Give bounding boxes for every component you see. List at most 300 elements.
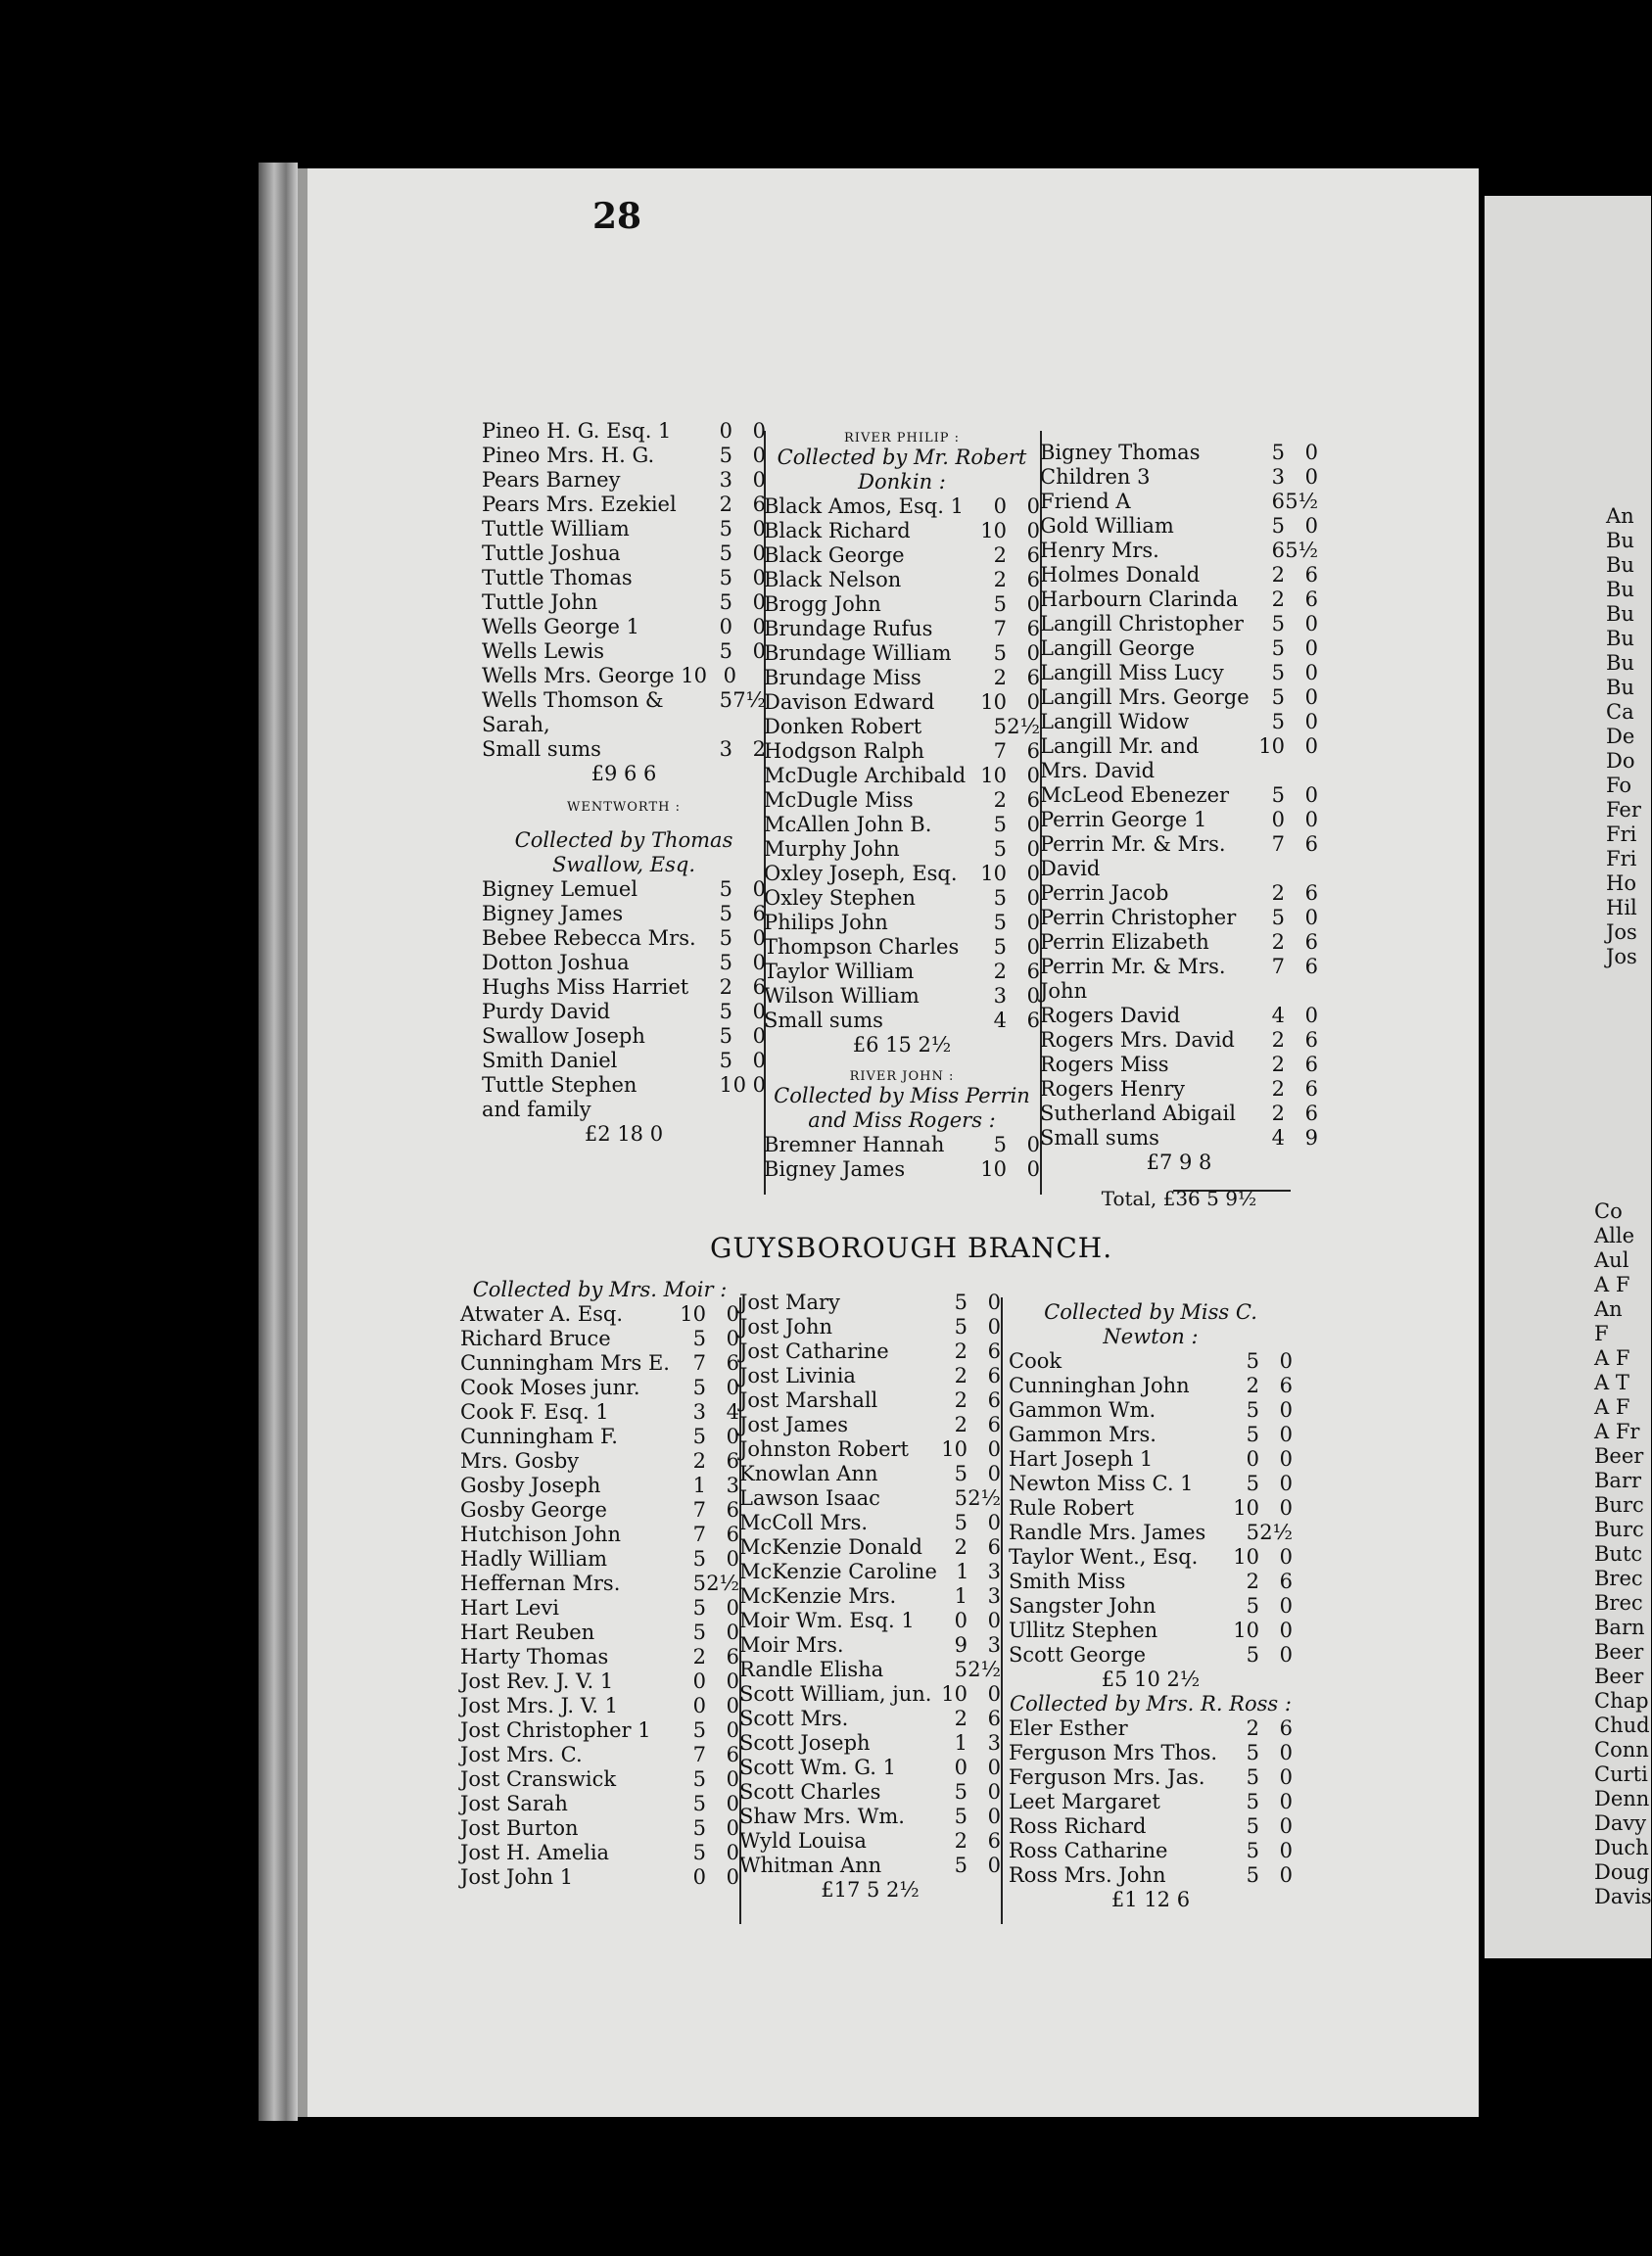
shillings-value: 5 — [1246, 1349, 1259, 1373]
pence-value: 0 — [1279, 1594, 1293, 1618]
pence-value: 0 — [987, 1780, 1001, 1804]
shillings-value: 0 — [993, 494, 1007, 518]
shillings-value: 1 — [954, 1584, 968, 1608]
pence-value — [1285, 759, 1318, 783]
pence-value: 6 — [1026, 568, 1040, 591]
pence-value: 0 — [752, 926, 766, 950]
subscriber-name: Sangster John — [1009, 1594, 1156, 1618]
shillings-value: 5 — [719, 877, 732, 901]
subscriber-name: Friend A — [1040, 490, 1131, 513]
pence-value: 0 — [987, 1291, 1001, 1314]
subscriber-name: Holmes Donald — [1040, 563, 1201, 587]
shillings-value: 10 — [980, 764, 1007, 787]
list-item — [764, 764, 1040, 788]
pence-value: 0 — [1279, 1790, 1293, 1813]
subscriber-name: McAllen John B. — [764, 813, 932, 836]
pence-value: 6 — [726, 1449, 739, 1473]
list-item — [482, 1073, 766, 1098]
shillings-value: 0 — [723, 664, 736, 687]
pence-value: 0 — [987, 1609, 1001, 1632]
list-item: Duch — [1594, 1836, 1649, 1859]
pence-value: 0 — [1026, 862, 1040, 885]
list-item: Davy — [1594, 1811, 1647, 1835]
list-item — [1009, 1814, 1293, 1839]
list-item — [482, 639, 766, 664]
list-item — [739, 1486, 1001, 1511]
subscriber-name: Jost John 1 — [460, 1865, 574, 1889]
subscriber-name: Rogers Mrs. David — [1040, 1028, 1235, 1052]
shillings-value: 0 — [1246, 1447, 1259, 1471]
subscriber-name: Lawson Isaac — [739, 1486, 880, 1510]
subscriber-name: Jost H. Amelia — [460, 1841, 610, 1864]
pence-value: 6 — [1279, 1716, 1293, 1740]
shillings-value: 1 — [692, 1474, 706, 1497]
subscriber-name: Bigney James — [764, 1157, 906, 1181]
subscriber-name: Hadly William — [460, 1547, 608, 1571]
shillings-value: 10 — [1233, 1545, 1259, 1569]
shillings-value: 5 — [1246, 1839, 1259, 1862]
list-item — [460, 1621, 739, 1645]
right-page-fragments — [1606, 504, 1645, 969]
pence-value: 2½ — [968, 1658, 1001, 1681]
list-item: Barr — [1594, 1469, 1642, 1492]
list-item: Jos — [1606, 945, 1637, 968]
shillings-value: 5 — [719, 541, 732, 565]
subscriber-name: Small sums — [764, 1009, 883, 1032]
list-item — [460, 1425, 739, 1449]
pence-value: 0 — [1279, 1643, 1293, 1667]
pence-value: 3 — [726, 1474, 739, 1497]
subscriber-name: Pineo H. G. Esq. 1 — [482, 419, 672, 443]
shillings-value: 0 — [692, 1669, 706, 1693]
pence-value: 0 — [726, 1302, 739, 1326]
list-item: Aul — [1594, 1248, 1629, 1272]
shillings-value: 10 — [980, 862, 1007, 885]
subscriber-name: Gold William — [1040, 514, 1174, 538]
subscriber-name: Brundage William — [764, 641, 952, 665]
list-item — [739, 1633, 1001, 1658]
pence-value: 6 — [987, 1535, 1001, 1559]
pence-value: 0 — [726, 1547, 739, 1571]
subscriber-name: Bigney Thomas — [1040, 441, 1201, 464]
subscriber-name: Taylor Went., Esq. — [1009, 1545, 1199, 1569]
pence-value: 6 — [1026, 739, 1040, 763]
list-item — [482, 1024, 766, 1049]
list-item — [460, 1302, 739, 1327]
list-item — [739, 1805, 1001, 1829]
pence-value: 2½ — [968, 1486, 1001, 1510]
subscriber-name: Ullitz Stephen — [1009, 1619, 1158, 1642]
subscriber-name: Black Amos, Esq. 1 — [764, 494, 964, 518]
shillings-value: 5 — [993, 1133, 1007, 1156]
pence-value: 0 — [1279, 1619, 1293, 1642]
list-item: Bu — [1606, 529, 1634, 552]
shillings-value: 5 — [692, 1816, 706, 1840]
pence-value: 6 — [1026, 543, 1040, 567]
list-item: Do — [1606, 749, 1635, 773]
subtotal: £17 5 2½ — [821, 1878, 920, 1902]
list-item — [460, 1523, 739, 1547]
shillings-value: 5 — [692, 1425, 706, 1448]
shillings-value: 5 — [1246, 1472, 1259, 1495]
pence-value: 7½ — [732, 688, 766, 712]
list-item — [1009, 1398, 1293, 1423]
list-item — [1040, 734, 1318, 759]
subscriber-name: Harbourn Clarinda — [1040, 588, 1239, 611]
pence-value: 6 — [726, 1498, 739, 1522]
shillings-value: 5 — [1271, 441, 1285, 464]
pence-value: 6 — [752, 975, 766, 999]
pence-value: 6 — [726, 1523, 739, 1546]
shillings-value: 5 — [692, 1376, 706, 1399]
pence-value: 6 — [987, 1388, 1001, 1412]
shillings-value: 5 — [1271, 636, 1285, 660]
list-item — [460, 1474, 739, 1498]
shillings-value — [1251, 857, 1285, 881]
collector-line: Collected by Mrs. R. Ross : — [1010, 1692, 1292, 1716]
list-item — [764, 641, 1040, 666]
list-item — [1040, 563, 1318, 588]
subscriber-name: Perrin Mr. & Mrs. — [1040, 832, 1226, 856]
list-item: Fri — [1606, 847, 1637, 870]
list-item — [764, 519, 1040, 543]
pence-value: 6 — [987, 1707, 1001, 1730]
subscriber-name: Black Richard — [764, 519, 911, 542]
list-item: Co — [1594, 1199, 1623, 1223]
pence-value: 0 — [752, 1000, 766, 1023]
subscriber-name: Heffernan Mrs. — [460, 1572, 621, 1595]
list-item: Hil — [1606, 896, 1637, 919]
subscriber-name: Davison Edward — [764, 690, 935, 714]
list-item — [1040, 808, 1318, 832]
shillings-value: 5 — [692, 1792, 706, 1815]
shillings-value: 5 — [1271, 612, 1285, 635]
list-item: Beer — [1594, 1444, 1644, 1468]
list-item — [460, 1865, 739, 1890]
subscriber-name: Scott Joseph — [739, 1731, 871, 1755]
shillings-value: 5 — [993, 592, 1007, 616]
list-item: Ca — [1606, 700, 1634, 724]
list-item — [739, 1511, 1001, 1535]
shillings-value: 7 — [692, 1498, 706, 1522]
list-item — [1009, 1423, 1293, 1447]
shillings-value: 2 — [1271, 1102, 1285, 1125]
subscriber-name: David — [1040, 857, 1101, 880]
pence-value: 0 — [726, 1767, 739, 1791]
shillings-value: 2 — [692, 1449, 706, 1473]
pence-value: 0 — [752, 590, 766, 614]
list-item — [1040, 465, 1318, 490]
subscriber-name: Harty Thomas — [460, 1645, 609, 1668]
list-item — [764, 911, 1040, 935]
pence-value: 0 — [1304, 514, 1318, 538]
list-item — [460, 1694, 739, 1718]
list-item — [482, 615, 766, 639]
list-item — [764, 935, 1040, 960]
pence-value — [732, 1098, 766, 1122]
pence-value: 6 — [1279, 1374, 1293, 1397]
subscriber-name: Gammon Mrs. — [1009, 1423, 1156, 1446]
shillings-value: 5 — [1246, 1594, 1259, 1618]
collector-line: Collected by Mr. Robert Donkin : — [777, 446, 1027, 494]
pence-value: 0 — [726, 1327, 739, 1350]
pence-value: 0 — [1304, 710, 1318, 733]
pence-value: 0 — [726, 1694, 739, 1717]
pence-value: 0 — [1304, 636, 1318, 660]
section-heading: RIVER JOHN : — [849, 1069, 955, 1084]
subscriber-name: McKenzie Caroline — [739, 1560, 937, 1583]
list-item — [482, 590, 766, 615]
subscriber-name: Bremner Hannah — [764, 1133, 945, 1156]
shillings-value: 4 — [1271, 1004, 1285, 1027]
list-item — [1040, 539, 1318, 563]
subtotal: £5 10 2½ — [1101, 1668, 1201, 1691]
subscriber-name: Ross Catharine — [1009, 1839, 1168, 1862]
subscriber-name: Gosby Joseph — [460, 1474, 601, 1497]
subscriber-name: Jost Catharine — [739, 1340, 889, 1363]
subscriber-name: McDugle Archibald — [764, 764, 967, 787]
list-item — [1040, 1077, 1318, 1102]
shillings-value: 10 — [941, 1437, 968, 1461]
list-item: Bu — [1606, 578, 1634, 601]
list-item — [460, 1400, 739, 1425]
list-item — [482, 902, 766, 926]
list-item — [460, 1841, 739, 1865]
pence-value: 0 — [752, 419, 766, 443]
subscriber-name: Rogers David — [1040, 1004, 1181, 1027]
list-item — [482, 468, 766, 493]
subscriber-name: Cunningham Mrs E. — [460, 1351, 670, 1375]
pence-value: 0 — [1026, 837, 1040, 861]
pence-value: 0 — [1279, 1839, 1293, 1862]
subscriber-name: Black George — [764, 543, 905, 567]
subscriber-name: Pears Mrs. Ezekiel — [482, 493, 677, 516]
subscriber-name: Rogers Miss — [1040, 1053, 1169, 1076]
list-item — [764, 1157, 1040, 1182]
shillings-value: 2 — [954, 1388, 968, 1412]
pence-value: 0 — [1026, 641, 1040, 665]
pence-value: 0 — [726, 1596, 739, 1620]
list-item — [739, 1388, 1001, 1413]
list-item — [1040, 857, 1318, 881]
list-item — [482, 951, 766, 975]
shillings-value: 10 — [680, 1302, 706, 1326]
list-item: Davis — [1594, 1885, 1652, 1908]
list-item: An — [1594, 1297, 1623, 1321]
subscriber-name: Donken Robert — [764, 715, 922, 738]
shillings-value: 2 — [954, 1535, 968, 1559]
subscriber-name: Scott William, jun. — [739, 1682, 932, 1706]
subscriber-name: Tuttle Joshua — [482, 541, 621, 565]
subscriber-name: Hart Levi — [460, 1596, 559, 1620]
pence-value: 0 — [726, 1425, 739, 1448]
subscriber-name: Swallow Joseph — [482, 1024, 645, 1048]
list-item — [1009, 1619, 1293, 1643]
shillings-value: 2 — [954, 1364, 968, 1387]
pence-value: 0 — [752, 517, 766, 540]
pence-value: 0 — [752, 877, 766, 901]
subscriber-name: Taylor William — [764, 960, 915, 983]
shillings-value: 5 — [719, 1024, 732, 1048]
subscriber-name: Murphy John — [764, 837, 900, 861]
subscriber-name: Eler Esther — [1009, 1716, 1128, 1740]
list-item: Burc — [1594, 1493, 1644, 1517]
list-item — [739, 1413, 1001, 1437]
list-item — [1040, 1102, 1318, 1126]
list-item — [482, 1000, 766, 1024]
subscriber-name: McColl Mrs. — [739, 1511, 869, 1534]
shillings-value: 2 — [719, 975, 732, 999]
subscriber-name: Newton Miss C. 1 — [1009, 1472, 1194, 1495]
subscriber-name: Wells Mrs. George 10 — [482, 664, 708, 687]
shillings-value: 7 — [1271, 955, 1285, 978]
collector-line: Collected by Mrs. Moir : — [472, 1278, 728, 1301]
list-item — [739, 1756, 1001, 1780]
list-item — [1040, 514, 1318, 539]
shillings-value: 4 — [993, 1009, 1007, 1032]
pence-value: 0 — [1304, 906, 1318, 929]
list-item — [482, 877, 766, 902]
pence-value: 0 — [1026, 690, 1040, 714]
pence-value: 6 — [1304, 955, 1318, 978]
shillings-value: 10 — [1258, 734, 1285, 758]
shillings-value: 10 — [941, 1682, 968, 1706]
list-item — [764, 813, 1040, 837]
guysborough-column-1 — [460, 1278, 739, 1890]
subscriber-name: Langill George — [1040, 636, 1196, 660]
shillings-value: 5 — [692, 1572, 706, 1595]
pence-value: 5½ — [1285, 490, 1318, 513]
subscriber-name: Hart Reuben — [460, 1621, 595, 1644]
list-item — [764, 739, 1040, 764]
shillings-value: 2 — [1246, 1716, 1259, 1740]
subscriber-name: Shaw Mrs. Wm. — [739, 1805, 905, 1828]
shillings-value: 2 — [1246, 1374, 1259, 1397]
pence-value: 0 — [1026, 813, 1040, 836]
list-item: Conn — [1594, 1738, 1649, 1762]
shillings-value: 5 — [719, 1049, 732, 1072]
list-item — [1040, 710, 1318, 734]
list-item — [764, 715, 1040, 739]
list-item: Jos — [1606, 920, 1637, 944]
list-item — [460, 1816, 739, 1841]
pence-value: 6 — [1026, 788, 1040, 812]
shillings-value: 10 — [1233, 1619, 1259, 1642]
list-item — [764, 837, 1040, 862]
subscriber-name: Ross Richard — [1009, 1814, 1147, 1838]
list-item — [1040, 930, 1318, 955]
shillings-value: 2 — [954, 1707, 968, 1730]
shillings-value: 5 — [719, 688, 732, 712]
pence-value: 0 — [1304, 612, 1318, 635]
subscriber-name: Bigney Lemuel — [482, 877, 638, 901]
list-item: A F — [1594, 1273, 1630, 1296]
subscriber-name: Purdy David — [482, 1000, 611, 1023]
pence-value: 0 — [726, 1718, 739, 1742]
pence-value: 0 — [1026, 494, 1040, 518]
subscriber-name: Henry Mrs. — [1040, 539, 1159, 562]
list-item — [482, 419, 766, 444]
list-item — [739, 1854, 1001, 1878]
pence-value: 0 — [752, 1049, 766, 1072]
list-item — [764, 960, 1040, 984]
list-item — [1009, 1349, 1293, 1374]
subscriber-name: Wells Thomson & — [482, 688, 664, 712]
subscriber-name: Smith Daniel — [482, 1049, 618, 1072]
pence-value: 0 — [1026, 886, 1040, 910]
subscriber-name: Dotton Joshua — [482, 951, 630, 974]
list-item — [482, 926, 766, 951]
guysborough-column-2 — [739, 1291, 1001, 1903]
shillings-value: 2 — [1271, 930, 1285, 954]
shillings-value: 5 — [692, 1547, 706, 1571]
subscriber-name: Tuttle Stephen — [482, 1073, 637, 1097]
subscriber-name: Moir Mrs. — [739, 1633, 844, 1657]
subscriber-name: Children 3 — [1040, 465, 1151, 489]
shillings-value: 3 — [719, 468, 732, 492]
subscriber-name: Langill Mr. and — [1040, 734, 1200, 758]
list-item — [460, 1669, 739, 1694]
shillings-value: 2 — [1271, 881, 1285, 905]
subscriber-name: Wells Lewis — [482, 639, 605, 663]
subscriber-name: Scott Charles — [739, 1780, 881, 1804]
shillings-value: 5 — [719, 902, 732, 925]
subscriber-name: Cook Moses junr. — [460, 1376, 640, 1399]
list-item — [1040, 612, 1318, 636]
list-item — [739, 1707, 1001, 1731]
shillings-value: 2 — [993, 788, 1007, 812]
list-item — [1040, 685, 1318, 710]
pence-value: 0 — [752, 1024, 766, 1048]
list-item — [1009, 1863, 1293, 1888]
shillings-value — [699, 1098, 732, 1122]
list-item — [1009, 1741, 1293, 1765]
pence-value: 6 — [1026, 666, 1040, 689]
pence-value: 6 — [726, 1743, 739, 1766]
list-item: Bu — [1606, 651, 1634, 675]
shillings-value: 0 — [719, 615, 732, 638]
pence-value: 0 — [752, 951, 766, 974]
subscriber-name: McLeod Ebenezer — [1040, 783, 1230, 807]
shillings-value: 5 — [954, 1486, 968, 1510]
pence-value: 0 — [1026, 1157, 1040, 1181]
pence-value: 6 — [752, 493, 766, 516]
subscriber-name: Bigney James — [482, 902, 624, 925]
pence-value: 2½ — [1259, 1521, 1293, 1544]
list-item: Curti — [1594, 1762, 1648, 1786]
shillings-value: 5 — [1246, 1790, 1259, 1813]
pence-value: 0 — [1026, 764, 1040, 787]
shillings-value: 5 — [993, 837, 1007, 861]
subscriber-name: Rule Robert — [1009, 1496, 1134, 1520]
subscriber-name: Brundage Miss — [764, 666, 921, 689]
list-item — [1040, 441, 1318, 465]
list-item: Bu — [1606, 602, 1634, 626]
pence-value: 0 — [752, 566, 766, 589]
list-item: Fer — [1606, 798, 1641, 822]
list-item — [764, 592, 1040, 617]
list-item — [739, 1535, 1001, 1560]
subscriber-name: Jost Cranswick — [460, 1767, 617, 1791]
shillings-value: 0 — [692, 1865, 706, 1889]
shillings-value: 2 — [1271, 1077, 1285, 1101]
shillings-value: 5 — [1246, 1765, 1259, 1789]
pence-value: 0 — [1304, 1004, 1318, 1027]
column-3 — [1040, 441, 1318, 1211]
list-item — [1040, 832, 1318, 857]
shillings-value: 3 — [692, 1400, 706, 1424]
shillings-value: 7 — [692, 1523, 706, 1546]
